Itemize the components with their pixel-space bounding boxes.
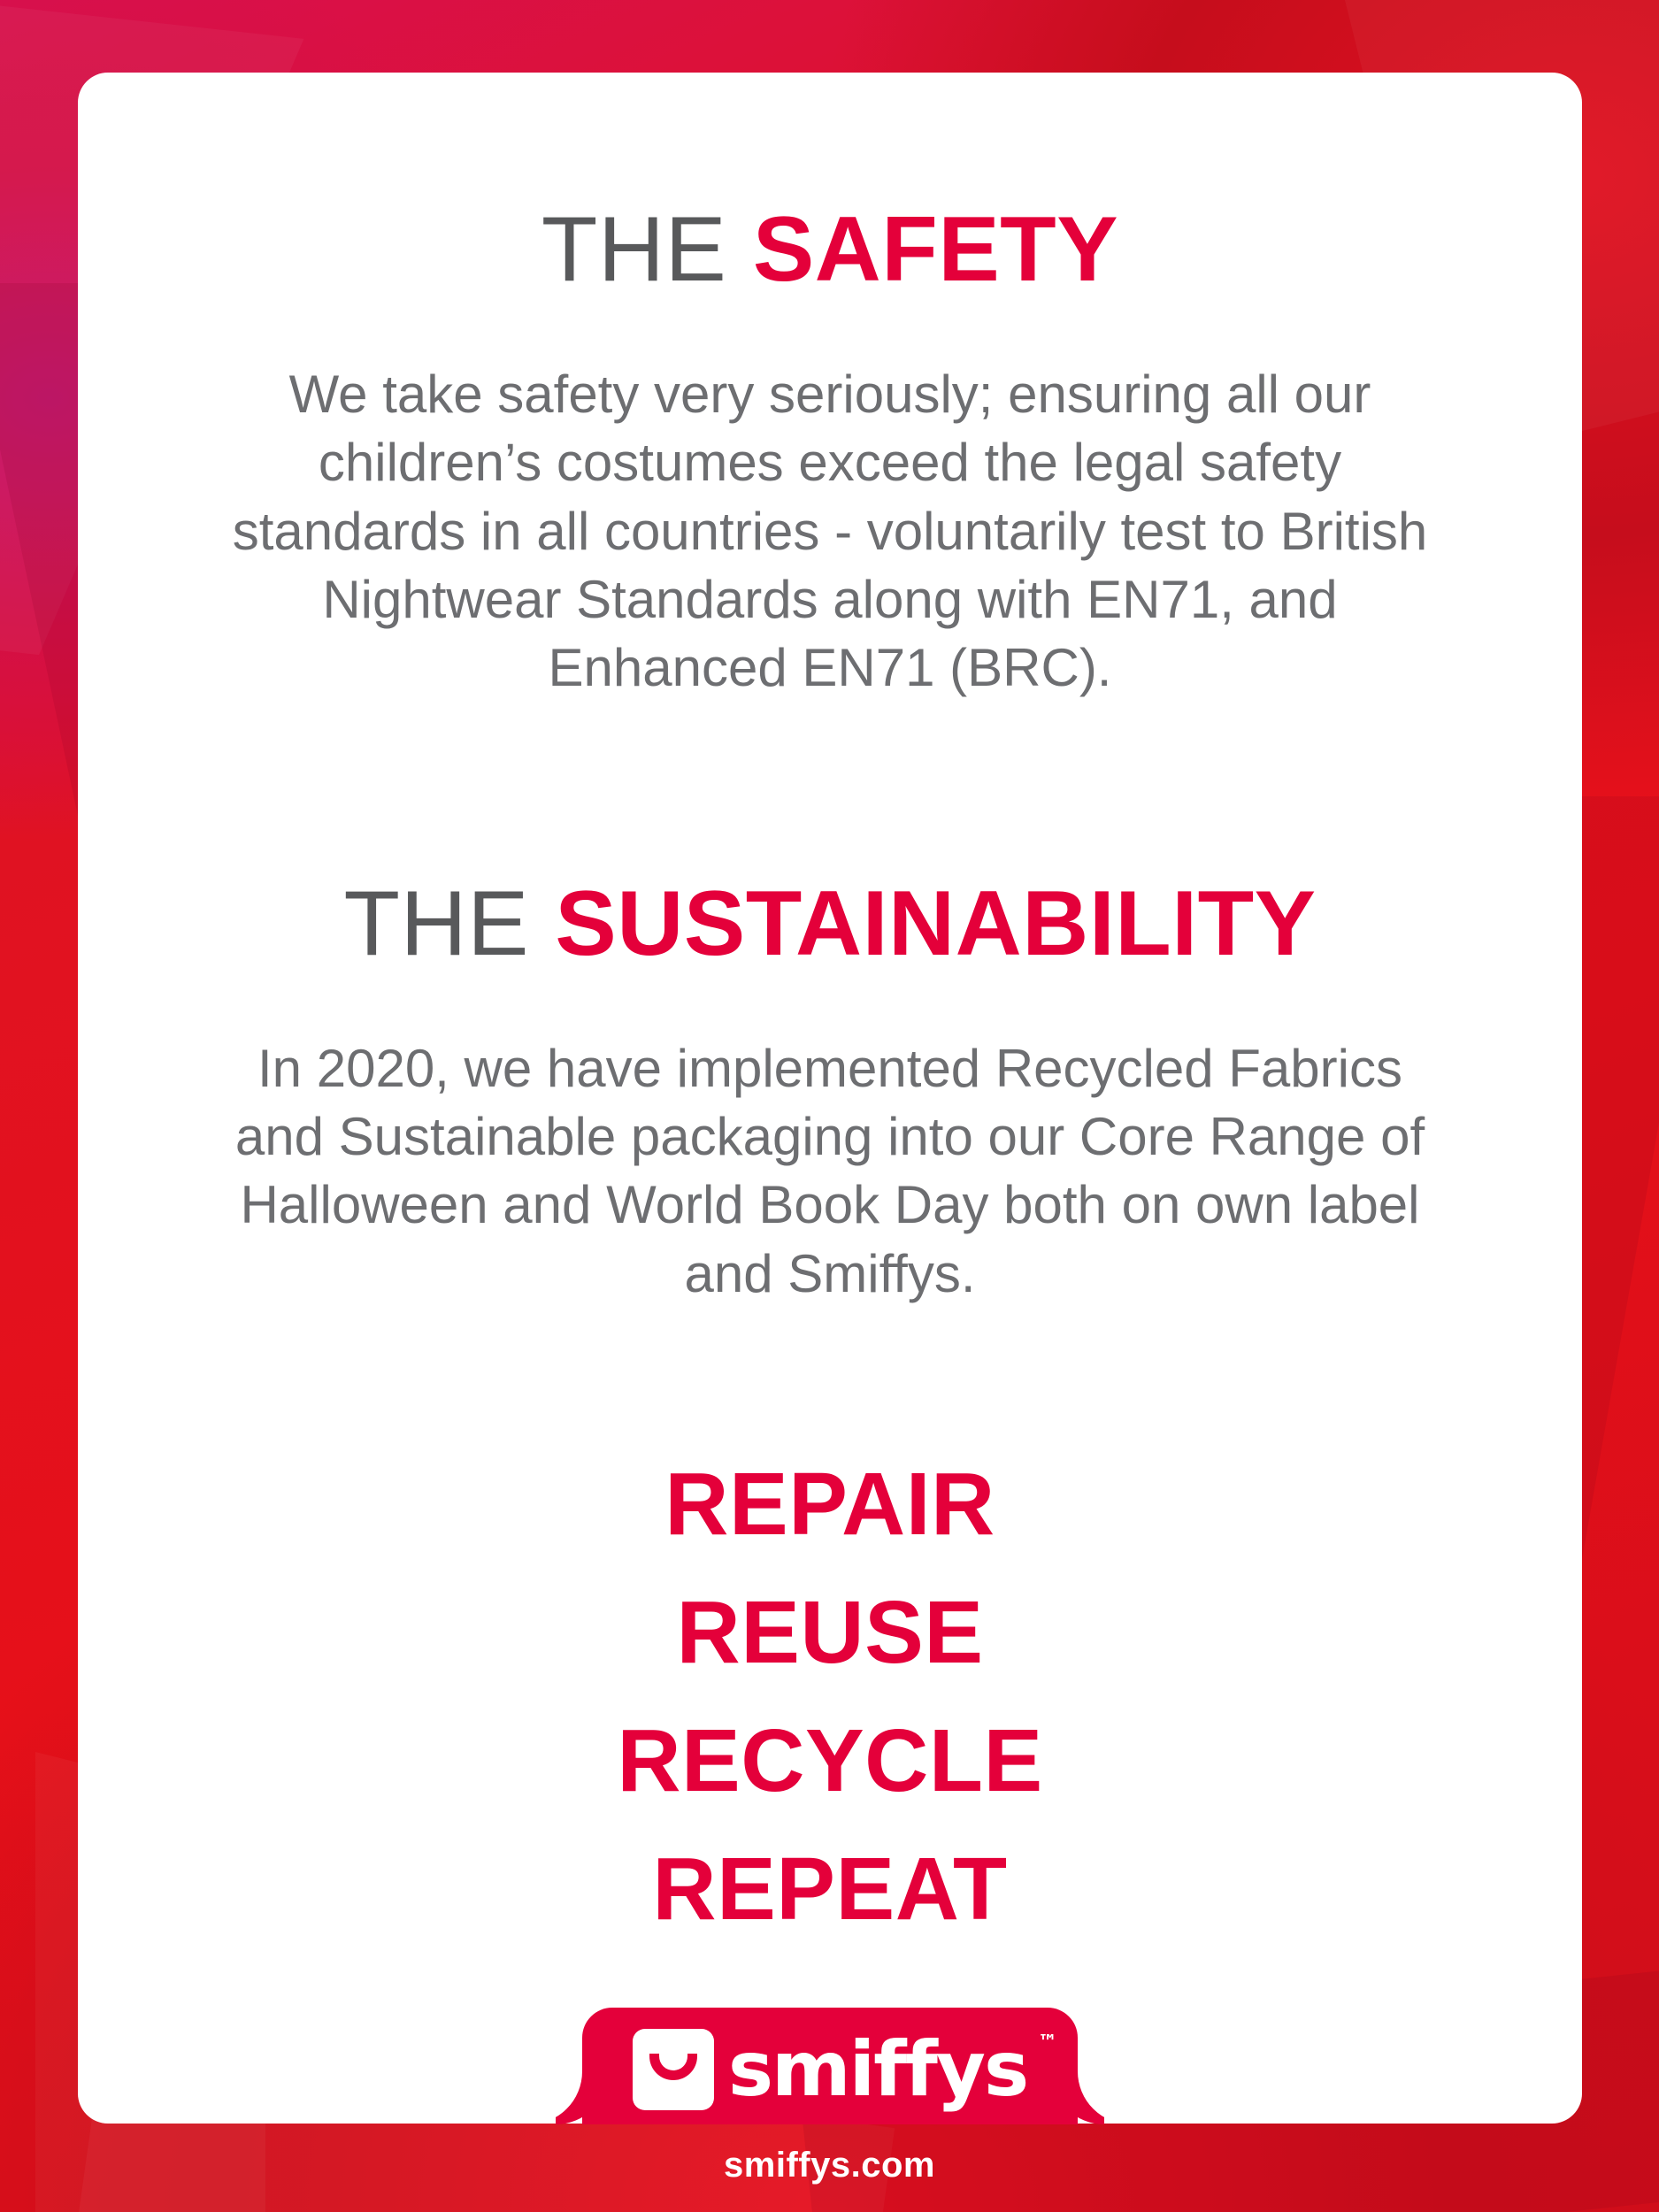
brand-name: smiffys <box>727 2025 1028 2114</box>
section-spacer <box>163 1308 1497 1440</box>
slogan-line: REPEAT <box>652 1839 1008 1939</box>
sustainability-body-text: In 2020, we have implemented Recycled Fabrics and Sustainable packaging into our Core Range of Halloween and World Book Day both on own label and Smiffys. <box>234 1038 1425 1303</box>
sustainability-heading <box>163 872 1497 975</box>
sustainability-heading-prefix: THE <box>343 872 556 975</box>
brand-wordmark <box>727 2025 1058 2114</box>
sustainability-heading-accent: SUSTAINABILITY <box>555 872 1317 975</box>
section-spacer <box>163 703 1497 876</box>
slogan-line: RECYCLE <box>617 1711 1043 1811</box>
smile-curve-icon <box>649 2054 697 2080</box>
smile-icon <box>633 2029 714 2110</box>
safety-heading <box>163 198 1497 301</box>
safety-body-text: We take safety very seriously; ensuring all our children’s costumes exceed the legal safety standards in all countries - voluntarily test to British Nightwear Standards along with EN71, and Enhanced EN71 (BRC). <box>232 364 1428 698</box>
website-url: smiffys.com <box>724 2146 935 2185</box>
brand-logo <box>633 2025 1058 2114</box>
slogan-line: REPAIR <box>664 1455 995 1555</box>
trademark-symbol: ™ <box>1038 2032 1058 2054</box>
content-card <box>78 73 1582 2124</box>
slogan-line: REUSE <box>676 1583 984 1683</box>
safety-heading-accent: SAFETY <box>752 198 1119 301</box>
slogan-block <box>163 1440 1497 1954</box>
logo-tab <box>582 2008 1078 2124</box>
safety-heading-prefix: THE <box>541 198 753 301</box>
footer-logo-area <box>78 2008 1582 2124</box>
